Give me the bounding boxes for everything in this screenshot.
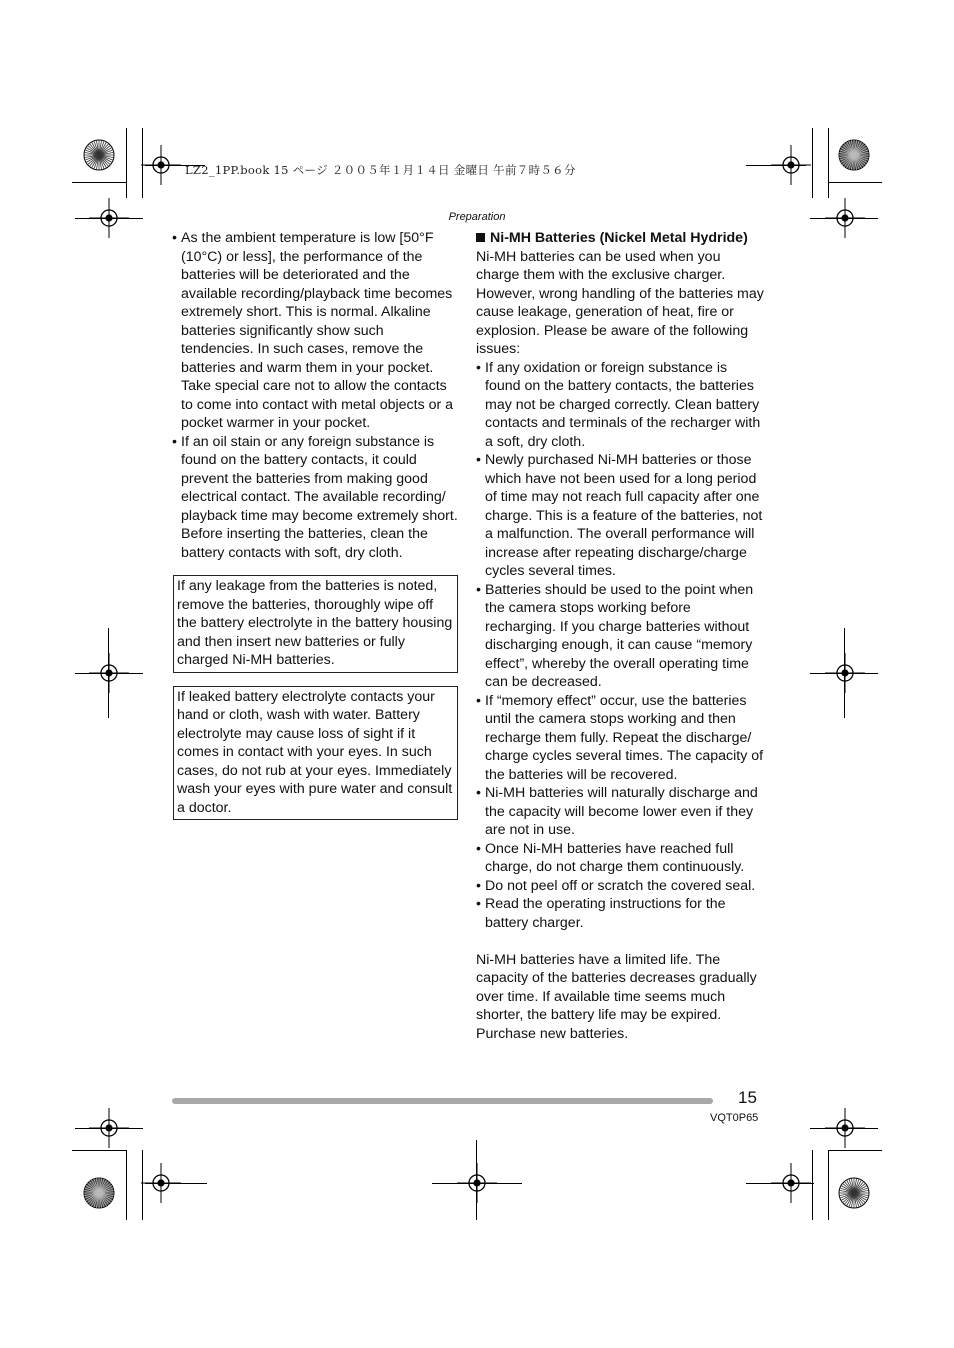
list-item: • If any oxidation or foreign substance is found on the battery contacts, the batteries may not be charged correctly. Clean battery contacts and terminals of the recharger with a soft, dry cloth. bbox=[476, 359, 764, 452]
list-item: • Batteries should be used to the point when the camera stops working before recharging. If you charge batteries without discharging enough, it can cause “memory effect”, whereby the overall operating time can be decreased. bbox=[476, 581, 764, 692]
leakage-note-box: If any leakage from the batteries is noted, remove the batteries, thoroughly wipe off the battery electrolyte in the battery housing and then insert new batteries or fully charged Ni-MH batteries. bbox=[173, 575, 458, 673]
section-heading bbox=[476, 229, 764, 248]
color-target-icon bbox=[83, 1177, 115, 1209]
crop-line bbox=[75, 1128, 143, 1129]
list-item: • As the ambient temperature is low [50°F (10°C) or less], the performance of the batteries will be deteriorated and the available recording/playback time becomes extremely short. This is normal. Alkaline batteries significantly show such tendencies. In such cases, remove the batteries and warm them in your pocket. Take special care not to allow the contacts to come into contact with metal objects or a pocket warmer in your pocket. bbox=[172, 229, 458, 433]
crop-line bbox=[746, 1183, 814, 1184]
square-bullet-icon bbox=[476, 233, 485, 242]
list-item: • Do not peel off or scratch the covered seal. bbox=[476, 877, 764, 896]
crop-line bbox=[72, 1150, 126, 1151]
section-title: Preparation bbox=[448, 211, 506, 223]
footer-bar bbox=[172, 1098, 713, 1104]
left-bullet-list bbox=[172, 229, 458, 562]
left-column bbox=[172, 229, 458, 820]
page-number: 15 bbox=[738, 1088, 757, 1107]
model-code: VQT0P65 bbox=[710, 1112, 759, 1124]
crop-line bbox=[476, 1140, 477, 1220]
color-target-icon bbox=[838, 139, 870, 171]
crop-line bbox=[432, 1183, 522, 1184]
crop-line bbox=[828, 182, 882, 183]
crop-line bbox=[746, 165, 806, 166]
crop-line bbox=[108, 628, 109, 718]
crop-line bbox=[828, 128, 829, 198]
crop-line bbox=[145, 1183, 207, 1184]
print-info-line: LZ2_1PP.book 15 ページ ２００５年１月１４日 金曜日 午前７時５６分 bbox=[185, 163, 576, 177]
crop-line bbox=[72, 182, 126, 183]
crop-line bbox=[812, 1150, 813, 1220]
crop-line bbox=[126, 1150, 127, 1220]
list-item: • Newly purchased Ni-MH batteries or those which have not been used for a long period of time may not reach full capacity after one charge. This is a feature of the batteries, not a malfunction. The overall performance will increase after repeating discharge/charge cycles several times. bbox=[476, 451, 764, 581]
crop-line bbox=[828, 1150, 829, 1220]
list-item: • If an oil stain or any foreign substance is found on the battery contacts, it could prevent the batteries from making good electrical contact. The available recording/ playback time may become extremely short. Before inserting the batteries, clean the battery contacts with soft, dry cloth. bbox=[172, 433, 458, 563]
heading-text: Ni-MH Batteries (Nickel Metal Hydride) bbox=[490, 230, 748, 246]
list-item: • If “memory effect” occur, use the batteries until the camera stops working and then recharge them fully. Repeat the discharge/ charge cycles several times. The capacity of the batteries will be recovered. bbox=[476, 692, 764, 785]
list-item: • Once Ni-MH batteries have reached full charge, do not charge them continuously. bbox=[476, 840, 764, 877]
list-item: • Read the operating instructions for the battery charger. bbox=[476, 895, 764, 932]
color-target-icon bbox=[83, 139, 115, 171]
intro-paragraph: Ni-MH batteries can be used when you charge them with the exclusive charger. However, wrong handling of the batteries may cause leakage, generation of heat, fire or explosion. Please be aware of the following issues: bbox=[476, 248, 764, 357]
crop-line bbox=[810, 1128, 878, 1129]
electrolyte-warning-box: If leaked battery electrolyte contacts your hand or cloth, wash with water. Battery electrolyte may cause loss of sight if it comes in contact with your eyes. In such cases, do not rub at your eyes. Immediately wash your eyes with pure water and consult a doctor. bbox=[173, 686, 458, 821]
right-column bbox=[476, 229, 764, 1043]
closing-paragraph: Ni-MH batteries have a limited life. The capacity of the batteries decreases gradually over time. If available time seems much shorter, the battery life may be expired. Purchase new batteries. bbox=[476, 951, 757, 1042]
color-target-icon bbox=[838, 1177, 870, 1209]
crop-line bbox=[75, 673, 143, 674]
crop-line bbox=[844, 628, 845, 718]
crop-line bbox=[812, 128, 813, 198]
crop-line bbox=[828, 1150, 882, 1151]
crop-line bbox=[126, 128, 127, 198]
list-item: • Ni-MH batteries will naturally discharge and the capacity will become lower even if they are not in use. bbox=[476, 784, 764, 840]
right-bullet-list bbox=[476, 359, 764, 933]
